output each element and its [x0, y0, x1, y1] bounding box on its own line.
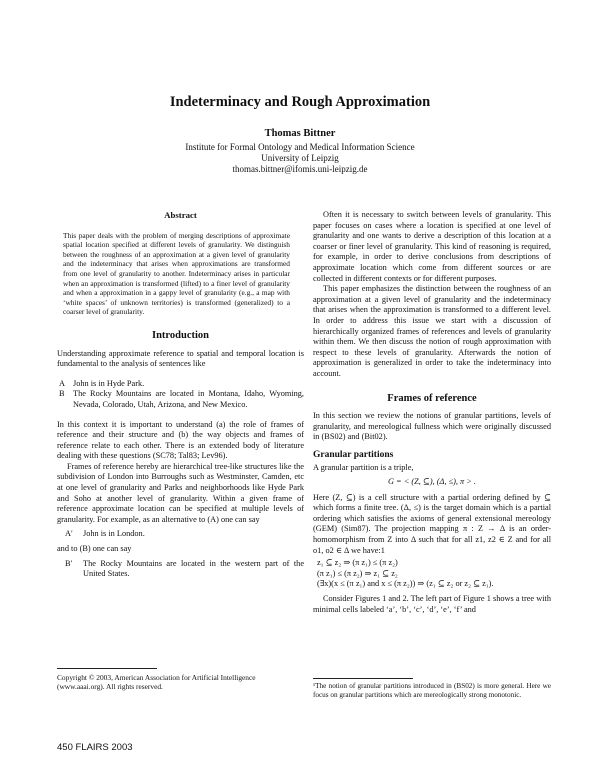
axiom-line: (∃x)(x ≤ (π z₁) and x ≤ (π z₂)) ⇒ (z₁ ⊆ z₂ or z₂ ⊆ z₁). [317, 579, 494, 589]
page-footer: 450 FLAIRS 2003 [57, 742, 133, 753]
example-b [57, 389, 304, 410]
example-label: B [59, 389, 65, 399]
author-name: Thomas Bittner [264, 128, 336, 139]
axiom-line: (π z₁) ≤ (π z₂) ⇒ z₁ ⊆ z₂ [317, 568, 398, 578]
footnote-rule [57, 668, 157, 669]
example-text: John is in Hyde Park. [73, 378, 145, 388]
left-column [57, 210, 304, 584]
right-paragraph-2: This paper emphasizes the distinction between the roughness of an approximation at a given level of granularity and the indeterminacy that arises when the approximation is transformed to a different level. In order to address this issue we start with a discussion of hierarchically organized frames of references and levels of granularity within them. We then discuss the notion of rough approximation with respect to these levels of granularity. Afterwards the notion of approximation is generalized in order to take the indeterminacy into account. [313, 284, 551, 378]
footnote [313, 678, 551, 700]
frames-heading: Frames of reference [387, 392, 477, 404]
frames-paragraph-1: In this section we review the notions of granular partitions, levels of granularity, and mereological fullness which were originally discussed in (BS02) and (Bit02). [313, 411, 551, 442]
example-list [57, 379, 304, 411]
right-paragraph-1: Often it is necessary to switch between levels of granularity. This paper focuses on cases where a location is specified at one level of granularity and one wants to derive a description of this location at a coarser or finer level of granularity. This kind of reasoning is required, for example, in order to derive conclusions from descriptions of approximate location which come from different sources or are collected in different contexts or for different purposes. [313, 210, 551, 283]
intro-paragraph-4: and to (B) one can say [57, 544, 132, 554]
example-a [57, 379, 304, 390]
example-b-prime [57, 559, 304, 580]
institute: Institute for Formal Ontology and Medical Information Science [185, 142, 415, 152]
abstract-heading: Abstract [164, 210, 197, 220]
affiliation [0, 142, 600, 176]
example-text: The Rocky Mountains are located in the western part of the United States. [83, 558, 304, 579]
example-text: The Rocky Mountains are located in Montana, Idaho, Wyoming, Nevada, Colorado, Utah, Arizona, and New Mexico. [73, 389, 304, 409]
example-label: A [59, 378, 65, 388]
copyright-note [57, 668, 304, 692]
frames-paragraph-3: Here (Z, ⊆) is a cell structure with a partial ordering defined by ⊆ which forms a finite tree. (Δ, ≤) is the target domain which is a partial ordering which satisfies the axioms of general extensional mereology (GEM) (Sim87). The projection mapping π : Z → Δ is an order-homomorphism from Z into Δ such that for all z1, z2 ∈ Z and for all o1, o2 ∈ Δ we have:1 [313, 492, 551, 555]
paper-title: Indeterminacy and Rough Approximation [169, 94, 431, 110]
intro-paragraph-3: Frames of reference hereby are hierarchical tree-like structures like the subdivision of London into Burroughs such as Westminster, Camden, etc at one level of granularity and Parks and neighborhoods like Hyde Park and Soho at another level of granularity. Within a given frame of reference approximate location can be specified at multiple levels of granularity. For example, as an alternative to (A) one can say [57, 461, 304, 524]
author-email: thomas.bittner@ifomis.uni-leipzig.de [232, 164, 368, 175]
axiom-line: z₁ ⊆ z₂ ⇒ (π z₁) ≤ (π z₂) [317, 558, 398, 568]
footnote-text: ¹The notion of granular partitions introduced in (BS02) is more general. Here we focus on granular partitions which are mereologically strong monotonic. [313, 682, 551, 700]
example-a-prime [57, 529, 304, 540]
intro-paragraph-2: In this context it is important to understand (a) the role of frames of reference and their structure and (b) the way objects and frames of reference relate to each other. There is an extended body of literature dealing with these questions (SC78; Tal83; Lev96). [57, 419, 304, 461]
example-label: A′ [65, 529, 73, 539]
introduction-heading: Introduction [152, 329, 209, 341]
partition-formula: G = < (Z, ⊆), (Δ, ≤), π > . [387, 477, 477, 487]
footnote-rule [313, 678, 413, 679]
right-column [313, 210, 551, 615]
abstract-text: This paper deals with the problem of merging descriptions of approximate spatial location specified at different levels of granularity. We distinguish between the roughness of an approximation at a given level of granularity and the indeterminacy that arises when approximations are transformed from one level of granularity to another. Indeterminacy arises in particular when an approximation is transformed (lifted) to a finer level of granularity and when a approximation in a gappy level of granularity (e.g., a map with ‘white spaces’ of unknown territories) is transformed (generalized) to a coarser level of granularity. [63, 230, 290, 317]
copyright-text: Copyright © 2003, American Association for Artificial Intelligence (www.aaai.org). All rights reserved. [57, 673, 256, 692]
example-text: John is in London. [83, 529, 145, 539]
granular-partitions-heading: Granular partitions [313, 449, 394, 460]
university: University of Leipzig [261, 153, 339, 164]
intro-paragraph-1: Understanding approximate reference to spatial and temporal location is fundamental to the analysis of sentences like [57, 348, 304, 369]
frames-paragraph-2: A granular partition is a triple, [313, 463, 414, 473]
axiom-list [313, 558, 551, 590]
frames-paragraph-4: Consider Figures 1 and 2. The left part of Figure 1 shows a tree with minimal cells labeled ‘a’, ‘b’, ‘c’, ‘d’, ‘e’, ‘f’ and [313, 594, 551, 614]
example-label: B′ [65, 558, 73, 568]
